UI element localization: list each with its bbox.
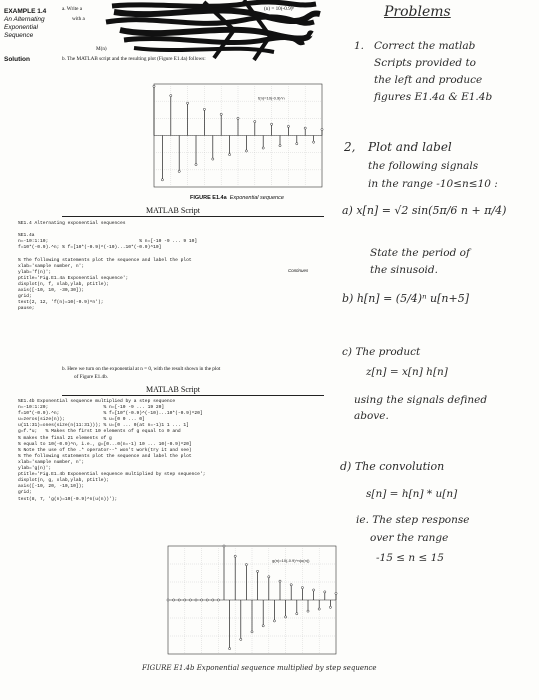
stem-marker <box>178 170 180 172</box>
stem-marker <box>229 648 231 650</box>
stem-marker <box>313 589 315 591</box>
stem-marker <box>170 95 172 97</box>
stem-marker <box>279 580 281 582</box>
stem-marker <box>212 599 214 601</box>
stem-marker <box>301 587 303 589</box>
script1-rule <box>62 216 324 217</box>
example-title-line1: An Alternating <box>4 16 45 23</box>
problem-a-line2: the sinusoid. <box>370 264 438 276</box>
item-b-text2: of Figure E1.4b. <box>74 374 109 380</box>
stem-marker <box>268 576 270 578</box>
example-title-line3: Sequence <box>4 32 34 39</box>
stem-marker <box>262 625 264 627</box>
problem2-line3: in the range -10≤n≤10 : <box>368 178 498 190</box>
problem1-number: 1. <box>354 40 365 52</box>
solution-label: Solution <box>4 56 30 63</box>
stem-marker <box>251 631 253 633</box>
handwritten-notes <box>340 0 539 700</box>
stem-marker <box>304 127 306 129</box>
problem-c-line2: z[n] = x[n] h[n] <box>366 366 448 378</box>
stem-marker <box>173 599 175 601</box>
stem-marker <box>189 599 191 601</box>
item-a-suffix: with a <box>72 16 85 22</box>
item-b-prefix: b. The MATLAB script and the resulting plot (Figure E1.4a) follows: <box>62 56 206 62</box>
script2-title: MATLAB Script <box>146 385 200 394</box>
scribble-redaction <box>94 0 324 62</box>
stem-marker <box>324 591 326 593</box>
problem-d-line3: ie. The step response <box>356 514 470 526</box>
problem-d-line5: -15 ≤ n ≤ 15 <box>376 552 444 564</box>
stem-marker <box>296 613 298 615</box>
stem-marker <box>223 545 225 547</box>
stem-marker <box>206 599 208 601</box>
figure2-caption: FIGURE E1.4b Exponential sequence multiplied by step sequence <box>142 664 377 672</box>
stem-marker <box>161 179 163 181</box>
stem-marker <box>296 143 298 145</box>
figure1-caption-label: FIGURE E1.4a Exponential sequence <box>190 195 284 201</box>
stem-marker <box>217 599 219 601</box>
stem-marker <box>201 599 203 601</box>
stem-marker <box>237 117 239 119</box>
problem2-number: 2, <box>344 140 356 154</box>
script2-code: %E1.4b Exponential sequence multiplied by a step sequence n=-10:1:20; % n=[-10 -9 ... 19 20] f=10*(-0.9).^n; % f=[10*(-0.9)^(-10)...10*(-0.9)^20] u=zeros(size(n)); % u=[0 0 ... 0] u(11:31)=ones(size(n(11:31))); % u=[0 ... 0(at n=-1)1 1 ... 1] g=f.*u; % Makes the first 10 elements of g equal to 0 and % makes the final 21 elements of g % equal to 10(-0.9)^n, i.e., g=[0...0(n=-1) 10 ... 10(-0.9)^20] % Note the use of the .* operator--* won't work(try it and see) % The following statements plot the sequence and label the plot xlab='sample number, n'; ylab='g(n)'; ptitle='Fig.E1.4b Exponential sequence multiplied by step sequence'; displot(n, g, xlab,ylab, ptitle); axis([-10, 20, -10,10]); grid; text(8, 7, 'g(n)=10(-0.9)^n(u(n))'); <box>18 399 206 502</box>
script1-title: MATLAB Script <box>146 206 200 215</box>
stem-marker <box>279 145 281 147</box>
example-title-line2: Exponential <box>4 24 38 31</box>
problem-d-line4: over the range <box>370 532 449 544</box>
stem-marker <box>195 599 197 601</box>
stem-marker <box>271 123 273 125</box>
problem1-line2: Scripts provided to <box>374 57 477 69</box>
stem-marker <box>234 555 236 557</box>
stem-marker <box>287 125 289 127</box>
stem-marker <box>313 141 315 143</box>
notes-title: Problems <box>384 4 451 20</box>
stem-marker <box>153 85 155 87</box>
plot-annotation: g(n)=10(-0.9)^n(u(n)) <box>272 558 310 564</box>
problem-c-line4: above. <box>354 410 389 422</box>
stem-marker <box>318 608 320 610</box>
stem-marker <box>178 599 180 601</box>
stem-marker <box>329 606 331 608</box>
problem-c-line1: c) The product <box>342 346 421 358</box>
stem-marker <box>307 610 309 612</box>
item-a-tail: (n) = 10(-0.9)ⁿ <box>264 6 295 12</box>
problem1-line1: Correct the matlab <box>374 40 476 52</box>
problem-d-line2: s[n] = h[n] * u[n] <box>366 488 458 500</box>
problem-a-formula: a) x[n] = √2 sin(5π/6 n + π/4) <box>342 204 507 217</box>
stem-marker <box>257 570 259 572</box>
problem2-line2: the following signals <box>368 160 479 172</box>
stem-marker <box>245 563 247 565</box>
stem-marker <box>203 108 205 110</box>
problem1-line4: figures E1.4a & E1.4b <box>374 91 493 103</box>
item-a-prefix: a. Write a <box>62 6 83 12</box>
stem-marker <box>273 620 275 622</box>
stem-marker <box>262 147 264 149</box>
figure-e1-4a-plot <box>148 78 328 193</box>
stem-marker <box>229 153 231 155</box>
problem2-line1: Plot and label <box>368 140 452 154</box>
item-b-text1: b. Here we turn on the exponential at n = 0, with the result shown in the plot <box>62 366 221 372</box>
example-number: EXAMPLE 1.4 <box>4 8 47 15</box>
problem-a-line1: State the period of <box>370 247 470 259</box>
stem-marker <box>184 599 186 601</box>
stem-marker <box>195 163 197 165</box>
plot-annotation: f(n)=10(-0.9)^n <box>258 95 285 101</box>
figure-e1-4b-plot <box>162 540 342 660</box>
stem-marker <box>220 113 222 115</box>
stem-marker <box>335 592 337 594</box>
problem-b-formula: b) h[n] = (5/4)ⁿ u[n+5] <box>342 292 469 305</box>
stem-marker <box>321 128 323 130</box>
stem-marker <box>245 150 247 152</box>
stem-marker <box>187 102 189 104</box>
problem-c-line3: using the signals defined <box>354 394 488 406</box>
stem-marker <box>254 120 256 122</box>
problem-d-line1: d) The convolution <box>340 460 445 473</box>
problem1-line3: the left and produce <box>374 74 483 86</box>
stem-marker <box>240 638 242 640</box>
stem-marker <box>167 599 169 601</box>
stem-marker <box>290 584 292 586</box>
stem-marker <box>212 158 214 160</box>
script1-code: %E1.4 Alternating exponential sequences %E1.4a n=-10:1:10; % n=[-10 -9 ... 9 10] f=10*(-0.9).^n; % f=[10*(-0.9)^(-10)...10*(-0.9)^10] % The following statements plot the sequence and label the plot xlab='sample number, n'; ylab='f(n)'; ptitle='Fig.E1.4a Exponential sequence'; displot(n, f, xlab,ylab, ptitle); axis([-10, 10, -30,30]); grid; text(2, 12, 'f(n)=10(-0.9)^n'); pause; <box>18 221 198 312</box>
stem-marker <box>285 616 287 618</box>
script2-rule <box>62 395 324 396</box>
item-b-mid: M(n) <box>96 46 107 52</box>
continues-label: Continues <box>288 268 309 273</box>
